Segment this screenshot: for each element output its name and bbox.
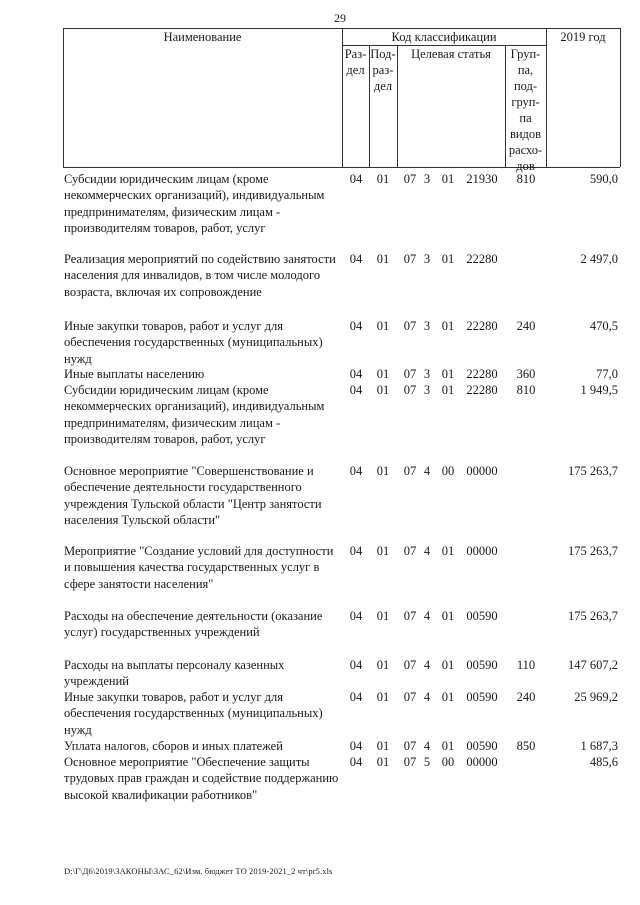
row-razdel: 04	[349, 383, 363, 397]
row-target-direction: 22280	[466, 383, 498, 397]
row-razdel: 04	[349, 755, 363, 769]
row-name: Субсидии юридическим лицам (кроме некоммерческих организаций), индивидуальным предпринимателям, физическим лицам - производителям товаров, работ, услуг	[64, 172, 325, 236]
row-name: Расходы на выплаты персоналу казенных учреждений	[64, 658, 285, 689]
row-podrazdel: 01	[376, 544, 390, 558]
row-target-event: 00	[441, 464, 455, 478]
row-target-program: 07	[403, 383, 417, 397]
row-name: Основное мероприятие "Обеспечение защиты трудовых прав граждан и содействие поддержанию высокой квалификации работников"	[64, 755, 339, 802]
row-target-event: 01	[441, 609, 455, 623]
row-podrazdel: 01	[376, 319, 390, 333]
row-name: Мероприятие "Создание условий для доступности и повышения качества государственных услуг в сфере занятости населения"	[64, 544, 334, 591]
row-razdel: 04	[349, 367, 363, 381]
row-amount: 1 949,5	[580, 383, 618, 397]
row-amount: 2 497,0	[580, 252, 618, 266]
row-podrazdel: 01	[376, 464, 390, 478]
row-target-direction: 00000	[466, 544, 498, 558]
row-razdel: 04	[349, 658, 363, 672]
col-rule-podrazdel	[397, 45, 398, 167]
page-number: 29	[334, 11, 346, 25]
row-amount: 175 263,7	[568, 609, 618, 623]
row-target-subprogram: 4	[423, 739, 431, 753]
row-target-subprogram: 4	[423, 544, 431, 558]
row-podrazdel: 01	[376, 755, 390, 769]
row-target-direction: 00000	[466, 755, 498, 769]
row-razdel: 04	[349, 319, 363, 333]
row-target-event: 01	[441, 690, 455, 704]
row-amount: 77,0	[596, 367, 618, 381]
row-target-event: 01	[441, 367, 455, 381]
row-amount: 175 263,7	[568, 544, 618, 558]
row-target-direction: 00590	[466, 690, 498, 704]
row-target-subprogram: 3	[423, 252, 431, 266]
row-name: Основное мероприятие "Совершенствование и обеспечение деятельности государственного учреждения Тульской области "Центр занятости населения Тульской области"	[64, 464, 322, 528]
row-target-subprogram: 3	[423, 383, 431, 397]
row-expense-group: 360	[516, 367, 536, 381]
header-target: Целевая статья	[411, 47, 491, 61]
row-expense-group: 850	[516, 739, 536, 753]
row-target-program: 07	[403, 755, 417, 769]
row-target-program: 07	[403, 319, 417, 333]
row-name: Иные закупки товаров, работ и услуг для обеспечения государственных (муниципальных) нужд	[64, 690, 323, 737]
row-razdel: 04	[349, 739, 363, 753]
row-expense-group: 240	[516, 319, 536, 333]
row-target-event: 01	[441, 658, 455, 672]
row-name: Иные выплаты населению	[64, 367, 205, 381]
row-podrazdel: 01	[376, 609, 390, 623]
footer-file-path: D:\Г\Д6\2019\ЗАКОНЫ\ЗАС_62\Изм. бюджет ТО 2019-2021_2 чт\pr5.xls	[64, 866, 333, 876]
row-target-direction: 22280	[466, 252, 498, 266]
row-amount: 470,5	[589, 319, 618, 333]
row-target-event: 01	[441, 319, 455, 333]
row-expense-group: 810	[516, 172, 536, 186]
row-razdel: 04	[349, 690, 363, 704]
row-expense-group: 810	[516, 383, 536, 397]
row-target-direction: 00590	[466, 739, 498, 753]
row-target-program: 07	[403, 690, 417, 704]
row-target-direction: 00590	[466, 658, 498, 672]
col-rule-group	[546, 28, 547, 167]
header-razdel: Раз- дел	[344, 47, 367, 77]
row-target-program: 07	[403, 544, 417, 558]
row-target-program: 07	[403, 464, 417, 478]
row-target-subprogram: 4	[423, 609, 431, 623]
row-target-subprogram: 3	[423, 319, 431, 333]
row-target-direction: 00590	[466, 609, 498, 623]
col-rule-right	[620, 28, 621, 167]
row-target-event: 01	[441, 544, 455, 558]
row-target-direction: 00000	[466, 464, 498, 478]
row-expense-group: 110	[516, 658, 536, 672]
row-expense-group: 240	[516, 690, 536, 704]
header-name: Наименование	[163, 30, 242, 44]
header-year: 2019 год	[560, 30, 606, 44]
row-target-direction: 22280	[466, 319, 498, 333]
header-podrazdel: Под- раз- дел	[370, 47, 396, 93]
header-code: Код классификации	[391, 30, 497, 44]
row-amount: 147 607,2	[568, 658, 618, 672]
row-target-program: 07	[403, 367, 417, 381]
row-target-direction: 22280	[466, 367, 498, 381]
row-amount: 175 263,7	[568, 464, 618, 478]
row-target-subprogram: 4	[423, 690, 431, 704]
row-podrazdel: 01	[376, 658, 390, 672]
row-target-event: 01	[441, 383, 455, 397]
row-target-program: 07	[403, 739, 417, 753]
header-group: Груп- па, под- груп- па видов расхо- дов	[508, 47, 543, 173]
row-podrazdel: 01	[376, 252, 390, 266]
row-target-program: 07	[403, 172, 417, 186]
row-amount: 590,0	[589, 172, 618, 186]
row-amount: 485,6	[589, 755, 618, 769]
row-razdel: 04	[349, 609, 363, 623]
row-razdel: 04	[349, 464, 363, 478]
row-name: Субсидии юридическим лицам (кроме некоммерческих организаций), индивидуальным предпринимателям, физическим лицам - производителям товаров, работ, услуг	[64, 383, 325, 447]
row-target-direction: 21930	[466, 172, 498, 186]
row-name: Иные закупки товаров, работ и услуг для обеспечения государственных (муниципальных) нужд	[64, 319, 323, 366]
row-target-event: 01	[441, 172, 455, 186]
row-target-subprogram: 4	[423, 658, 431, 672]
row-name: Уплата налогов, сборов и иных платежей	[64, 739, 283, 753]
row-name: Расходы на обеспечение деятельности (оказание услуг) государственных учреждений	[64, 609, 323, 640]
row-target-event: 01	[441, 252, 455, 266]
row-razdel: 04	[349, 252, 363, 266]
row-podrazdel: 01	[376, 739, 390, 753]
row-target-program: 07	[403, 609, 417, 623]
row-amount: 25 969,2	[574, 690, 618, 704]
row-target-subprogram: 5	[423, 755, 431, 769]
row-podrazdel: 01	[376, 690, 390, 704]
row-amount: 1 687,3	[580, 739, 618, 753]
row-target-event: 00	[441, 755, 455, 769]
row-target-subprogram: 3	[423, 172, 431, 186]
row-podrazdel: 01	[376, 383, 390, 397]
row-target-program: 07	[403, 658, 417, 672]
row-podrazdel: 01	[376, 367, 390, 381]
row-target-subprogram: 3	[423, 367, 431, 381]
row-razdel: 04	[349, 172, 363, 186]
row-target-subprogram: 4	[423, 464, 431, 478]
row-target-program: 07	[403, 252, 417, 266]
row-target-event: 01	[441, 739, 455, 753]
row-podrazdel: 01	[376, 172, 390, 186]
row-name: Реализация мероприятий по содействию занятости населения для инвалидов, в том числе молодого возраста, включая их сопровождение	[64, 252, 336, 299]
row-razdel: 04	[349, 544, 363, 558]
col-rule-left	[63, 28, 64, 167]
